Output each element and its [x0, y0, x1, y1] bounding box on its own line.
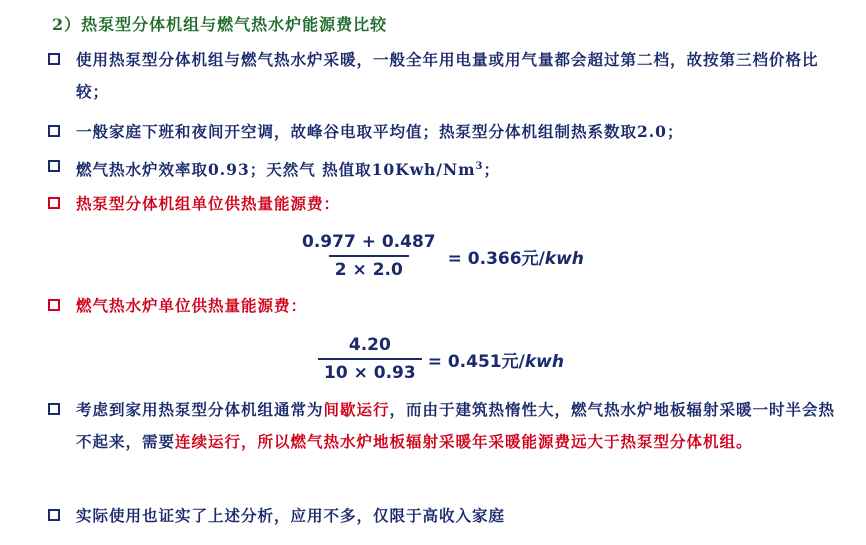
bullet-item-1: [48, 44, 848, 108]
highlight-continuous: 连续运行: [175, 432, 242, 451]
checkbox-bullet-icon: [48, 509, 60, 521]
result-unit: kwh: [524, 351, 564, 372]
bullet-item-6: [48, 394, 848, 458]
bullet-item-7: [48, 500, 848, 532]
denominator: 2 × 2.0: [329, 255, 409, 280]
fraction: [318, 335, 422, 383]
bullet-text: ，而由于建筑热惰性大，燃气热水炉地板辐射采暖一时半会热不起来，需要: [76, 400, 836, 451]
result-unit: kwh: [544, 248, 584, 269]
bullet-text: 考虑到家用热泵型分体机组通常为: [76, 400, 324, 419]
formula-result: [428, 347, 564, 372]
checkbox-bullet-icon: [48, 125, 60, 137]
bullet-suffix: ；: [483, 160, 501, 180]
bullet-item-5: [48, 290, 848, 322]
result-value: = 0.366元/: [447, 248, 545, 269]
highlight-intermittent: 间歇运行: [323, 400, 390, 419]
bullet-item-4: [48, 188, 848, 220]
formula-result: [448, 244, 584, 269]
bullet-item-3: [48, 151, 848, 186]
numerator: 0.977 + 0.487: [302, 232, 436, 252]
conclusion-text: ，所以燃气热水炉地板辐射采暖年采暖能源费远大于热泵型分体机组。: [241, 432, 753, 451]
checkbox-bullet-icon: [48, 403, 60, 415]
bullet-text: 燃气热水炉效率取0.93；天然气 热值取10Kwh/Nm: [76, 160, 476, 180]
formula-heat-pump: [296, 232, 584, 280]
superscript: 3: [475, 161, 484, 172]
checkbox-bullet-icon: [48, 160, 60, 172]
checkbox-bullet-icon: [48, 299, 60, 311]
bullet-text: 燃气热水炉单位供热量能源费：: [76, 296, 308, 315]
bullet-text: 使用热泵型分体机组与燃气热水炉采暖，一般全年用电量或用气量都会超过第二档，故按第三档价格比较；: [76, 50, 819, 101]
formula-gas-boiler: [318, 335, 564, 383]
section-title: 2）热泵型分体机组与燃气热水炉能源费比较: [52, 15, 388, 34]
bullet-text: 实际使用也证实了上述分析，应用不多，仅限于高收入家庭: [76, 506, 506, 525]
bullet-text: 热泵型分体机组单位供热量能源费：: [76, 194, 341, 213]
fraction: [296, 232, 442, 280]
bullet-text: 一般家庭下班和夜间开空调，故峰谷电取平均值；热泵型分体机组制热系数取2.0；: [76, 122, 684, 141]
result-value: = 0.451元/: [427, 351, 525, 372]
denominator: 10 × 0.93: [318, 358, 422, 383]
checkbox-bullet-icon: [48, 53, 60, 65]
bullet-item-2: [48, 116, 848, 148]
checkbox-bullet-icon: [48, 197, 60, 209]
numerator: 4.20: [348, 335, 391, 355]
